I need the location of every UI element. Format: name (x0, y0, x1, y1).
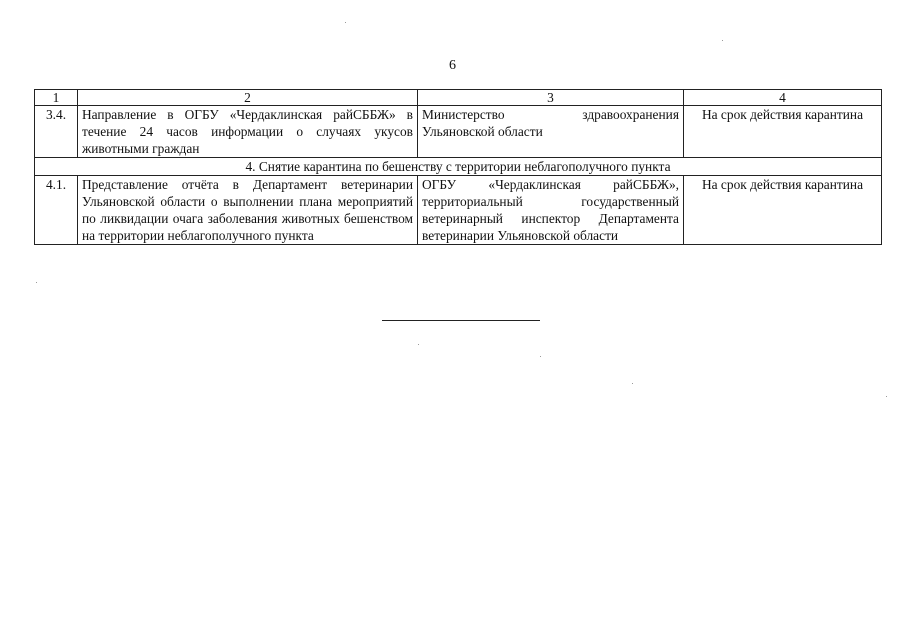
scan-speck (36, 282, 37, 283)
section-row (35, 158, 882, 176)
scan-speck (345, 22, 346, 23)
scan-speck (540, 356, 541, 357)
row-action: Направление в ОГБУ «Чердаклинская райСББЖ» в течение 24 часов информации о случаях укусов животными граждан (78, 106, 418, 158)
row-number: 3.4. (35, 106, 78, 158)
section-heading: 4. Снятие карантина по бешенству с территории неблагополучного пункта (35, 158, 882, 176)
row-period: На срок действия карантина (684, 106, 882, 158)
row-period: На срок действия карантина (684, 176, 882, 245)
scan-speck (722, 40, 723, 41)
end-separator-line (382, 320, 540, 321)
table-header-row (35, 90, 882, 106)
row-number: 4.1. (35, 176, 78, 245)
row-responsible: ОГБУ «Чердаклинская райСББЖ», территориальный государственный ветеринарный инспектор Департамента ветеринарии Ульяновской области (418, 176, 684, 245)
table-row (35, 176, 882, 245)
column-header-3: 3 (418, 90, 684, 106)
scan-speck (632, 383, 633, 384)
column-header-4: 4 (684, 90, 882, 106)
scan-speck (418, 344, 419, 345)
scan-speck (886, 396, 887, 397)
column-header-2: 2 (78, 90, 418, 106)
row-action: Представление отчёта в Департамент ветеринарии Ульяновской области о выполнении плана мероприятий по ликвидации очага заболевания животных бешенством на территории неблагополучного пункта (78, 176, 418, 245)
table-row (35, 106, 882, 158)
measures-table (34, 89, 882, 245)
column-header-1: 1 (35, 90, 78, 106)
page-number: 6 (449, 58, 456, 73)
row-responsible: Министерство здравоохранения Ульяновской области (418, 106, 684, 158)
